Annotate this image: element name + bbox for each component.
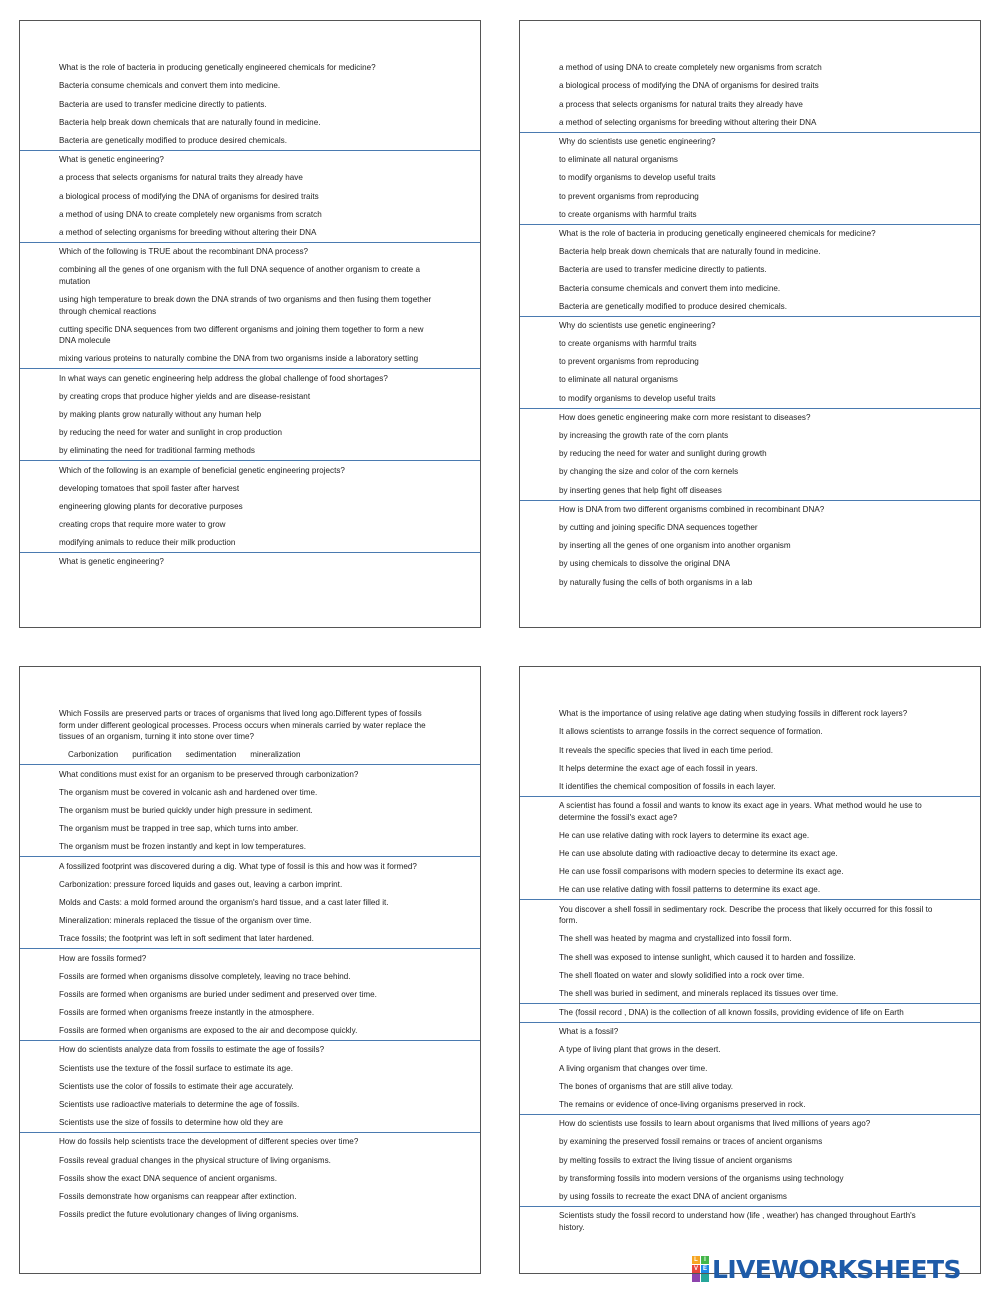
answer-option[interactable]: a method of using DNA to create completely new organisms from scratch (59, 209, 322, 219)
question-block (20, 705, 480, 764)
answer-option[interactable]: The bones of organisms that are still alive today. (559, 1081, 734, 1091)
question-text: What conditions must exist for an organism to be preserved through carbonization? (59, 769, 359, 779)
question-text: What is a fossil? (559, 1027, 619, 1037)
question-text: A fossilized footprint was discovered during a dig. What type of fossil is this and how was it formed? (59, 861, 417, 871)
answer-option[interactable]: It identifies the chemical composition of fossils in each layer. (559, 782, 776, 792)
question-text: How do scientists analyze data from fossils to estimate the age of fossils? (59, 1045, 325, 1055)
answer-option[interactable]: to eliminate all natural organisms (559, 155, 678, 165)
question-block (20, 59, 480, 150)
question-text: How do fossils help scientists trace the development of different species over time? (59, 1137, 359, 1147)
answer-option[interactable]: a process that selects organisms for natural traits they already have (559, 99, 803, 109)
answer-option[interactable]: a method of selecting organisms for breeding without altering their DNA (559, 117, 817, 127)
answer-option[interactable]: mixing various proteins to naturally combine the DNA from two organisms inside a laboratory setting (59, 354, 419, 364)
answer-option[interactable]: to create organisms with harmful traits (559, 209, 697, 219)
answer-option[interactable]: by examining the preserved fossil remains or traces of ancient organisms (559, 1137, 823, 1147)
question-text: The (fossil record , DNA) is the collection of all known fossils, providing evidence of life on Earth (559, 1008, 904, 1018)
question-text: Why do scientists use genetic engineering? (559, 137, 716, 147)
answer-option[interactable]: The shell floated on water and slowly solidified into a rock over time. (559, 970, 805, 980)
answer-option[interactable]: It helps determine the exact age of each fossil in years. (559, 763, 758, 773)
answer-option[interactable]: Carbonization: pressure forced liquids and gases out, leaving a carbon imprint. (59, 879, 343, 889)
logo-square (692, 1274, 700, 1282)
answer-option[interactable]: He can use absolute dating with radioactive decay to determine its exact age. (559, 849, 838, 859)
answer-option[interactable]: Bacteria are used to transfer medicine directly to patients. (559, 265, 767, 275)
question-block (520, 224, 980, 316)
answer-option[interactable]: by reducing the need for water and sunlight during growth (559, 449, 767, 459)
logo-icon (692, 1256, 709, 1282)
answer-option[interactable]: cutting specific DNA sequences from two different organisms and joining them together to form a new DNA molecule (59, 324, 424, 346)
answer-option[interactable]: It reveals the specific species that lived in each time period. (559, 745, 774, 755)
answer-option[interactable]: Bacteria consume chemicals and convert them into medicine. (59, 81, 281, 91)
answer-option[interactable]: It allows scientists to arrange fossils in the correct sequence of formation. (559, 727, 823, 737)
question-block (520, 132, 980, 224)
answer-option[interactable]: to prevent organisms from reproducing (559, 191, 699, 201)
answer-option[interactable]: The remains or evidence of once-living organisms preserved in rock. (559, 1100, 806, 1110)
answer-option[interactable]: a process that selects organisms for natural traits they already have (59, 173, 303, 183)
question-block (520, 408, 980, 500)
answer-option[interactable]: to create organisms with harmful traits (559, 339, 697, 349)
answer-option[interactable]: by reducing the need for water and sunlight in crop production (59, 428, 283, 438)
answer-option[interactable]: a biological process of modifying the DNA of organisms for desired traits (59, 191, 319, 201)
answer-option[interactable]: Scientists use the size of fossils to determine how old they are (59, 1118, 283, 1128)
answer-option[interactable]: by cutting and joining specific DNA sequences together (559, 522, 758, 532)
answer-option[interactable]: The shell was heated by magma and crystallized into fossil form. (559, 934, 792, 944)
answer-option[interactable]: by eliminating the need for traditional farming methods (59, 446, 255, 456)
question-block (20, 948, 480, 1040)
answer-option[interactable]: Fossils show the exact DNA sequence of ancient organisms. (59, 1173, 277, 1183)
answer-option[interactable]: modifying animals to reduce their milk production (59, 538, 236, 548)
question-block (20, 1040, 480, 1132)
answer-option[interactable]: The organism must be covered in volcanic ash and hardened over time. (59, 787, 318, 797)
question-block (20, 856, 480, 948)
answer-option[interactable]: Scientists use the texture of the fossil surface to estimate its age. (59, 1063, 293, 1073)
answer-option[interactable]: mineralization (250, 750, 301, 760)
question-block (520, 500, 980, 592)
logo-text: LIVEWORKSHEETS (712, 1254, 961, 1284)
answer-option[interactable]: by inserting genes that help fight off diseases (559, 485, 722, 495)
answer-option[interactable]: to modify organisms to develop useful traits (559, 393, 716, 403)
answer-option[interactable]: by increasing the growth rate of the corn plants (559, 431, 729, 441)
answer-option[interactable]: by using chemicals to dissolve the original DNA (559, 559, 730, 569)
answer-option[interactable]: using high temperature to break down the DNA strands of two organisms and then fusing them together through chemical reactions (59, 295, 432, 316)
answer-option[interactable]: Fossils are formed when organisms dissolve completely, leaving no trace behind. (59, 971, 351, 981)
answer-option[interactable]: Mineralization: minerals replaced the tissue of the organism over time. (59, 916, 312, 926)
question-block (520, 796, 980, 899)
answer-option[interactable]: He can use fossil comparisons with modern species to determine its exact age. (559, 867, 844, 877)
logo-square: V (693, 1266, 698, 1272)
logo-square: E (702, 1266, 707, 1272)
answer-option[interactable]: Bacteria consume chemicals and convert them into medicine. (559, 283, 781, 293)
answer-option[interactable]: creating crops that require more water to grow (59, 520, 226, 530)
question-text: How are fossils formed? (59, 953, 147, 963)
answer-option[interactable]: Fossils reveal gradual changes in the physical structure of living organisms. (59, 1155, 331, 1165)
answer-option[interactable]: by changing the size and color of the corn kernels (559, 467, 739, 477)
answer-option[interactable]: A living organism that changes over time. (559, 1063, 708, 1073)
answer-option[interactable]: Trace fossils; the footprint was left in soft sediment that later hardened. (59, 934, 314, 944)
answer-option[interactable]: Scientists use radioactive materials to determine the age of fossils. (59, 1100, 300, 1110)
answer-option[interactable]: Fossils demonstrate how organisms can reappear after extinction. (59, 1191, 297, 1201)
question-block (20, 764, 480, 856)
question-text: What is genetic engineering? (59, 155, 164, 165)
logo-square (701, 1274, 709, 1282)
question-text: What is the role of bacteria in producing genetically engineered chemicals for medicine? (59, 63, 376, 73)
page-content (520, 59, 980, 591)
answer-option[interactable]: The shell was exposed to intense sunlight, which caused it to harden and fossilize. (559, 952, 856, 962)
worksheet-page-fossils-1 (19, 666, 481, 1274)
answer-option[interactable]: by creating crops that produce higher yields and are disease-resistant (59, 391, 311, 401)
question-block (20, 242, 480, 368)
question-text: Scientists study the fossil record to understand how (life , weather) has changed throughout Earth's history. (559, 1211, 916, 1232)
answer-option[interactable]: He can use relative dating with fossil patterns to determine its exact age. (559, 885, 821, 895)
question-text: In what ways can genetic engineering help address the global challenge of food shortages? (59, 373, 388, 383)
answer-option[interactable]: to prevent organisms from reproducing (559, 357, 699, 367)
answer-option[interactable]: by using fossils to recreate the exact DNA of ancient organisms (559, 1191, 787, 1201)
answer-option[interactable]: a biological process of modifying the DNA of organisms for desired traits (559, 81, 819, 91)
logo-square: L (692, 1256, 700, 1264)
question-block (520, 316, 980, 408)
question-block (20, 150, 480, 242)
answer-option[interactable]: A type of living plant that grows in the desert. (559, 1045, 721, 1055)
answer-option[interactable]: Fossils are formed when organisms are exposed to the air and decompose quickly. (59, 1026, 358, 1036)
question-text: Which Fossils are preserved parts or traces of organisms that lived long ago.Different types of fossils form under different geological processes. Process occurs when minerals carried by water replace the tissues of an organism, turning it into stone over time? (59, 709, 426, 742)
question-block (520, 899, 980, 1002)
answer-option[interactable]: Scientists use the color of fossils to estimate their age accurately. (59, 1081, 294, 1091)
answer-option[interactable]: purification (132, 750, 172, 760)
question-text: Why do scientists use genetic engineering? (559, 320, 716, 330)
answer-option[interactable]: Bacteria help break down chemicals that are naturally found in medicine. (59, 117, 321, 127)
answer-option[interactable]: He can use relative dating with rock layers to determine its exact age. (559, 830, 810, 840)
inline-options-row (20, 746, 480, 764)
answer-option[interactable]: by melting fossils to extract the living tissue of ancient organisms (559, 1155, 793, 1165)
question-text: What is the importance of using relative age dating when studying fossils in different rock layers? (559, 709, 908, 719)
question-text: What is the role of bacteria in producing genetically engineered chemicals for medicine? (559, 228, 876, 238)
answer-option[interactable]: Bacteria help break down chemicals that are naturally found in medicine. (559, 247, 821, 257)
answer-option[interactable]: The organism must be buried quickly under high pressure in sediment. (59, 806, 313, 816)
answer-option[interactable]: to eliminate all natural organisms (559, 375, 678, 385)
question-block (520, 1114, 980, 1206)
question-text: How is DNA from two different organisms combined in recombinant DNA? (559, 504, 825, 514)
answer-option[interactable]: sedimentation (185, 750, 237, 760)
answer-option[interactable]: The organism must be trapped in tree sap, which turns into amber. (59, 824, 299, 834)
answer-option[interactable]: Fossils are formed when organisms freeze instantly in the atmosphere. (59, 1008, 315, 1018)
answer-option[interactable]: Molds and Casts: a mold formed around the organism's hard tissue, and a cast later filled it. (59, 897, 389, 907)
logo-square: I (701, 1256, 709, 1264)
question-text: How do scientists use fossils to learn about organisms that lived millions of years ago? (559, 1119, 871, 1129)
question-text: What is genetic engineering? (59, 557, 164, 567)
question-block (520, 1206, 980, 1237)
answer-option[interactable]: Carbonization (68, 750, 119, 760)
question-block (520, 59, 980, 132)
answer-option[interactable]: The shell was buried in sediment, and minerals replaced its tissues over time. (559, 988, 839, 998)
worksheet-page-genetics-2 (519, 20, 981, 628)
answer-option[interactable]: by transforming fossils into modern versions of the organisms using technology (559, 1173, 844, 1183)
question-block (520, 1022, 980, 1114)
question-text: A scientist has found a fossil and wants to know its exact age in years. What method would he use to determine the fossil's exact age? (559, 801, 922, 822)
question-block (20, 1132, 480, 1224)
answer-option[interactable]: by naturally fusing the cells of both organisms in a lab (559, 577, 753, 587)
answer-option[interactable]: a method of selecting organisms for breeding without altering their DNA (59, 227, 317, 237)
answer-option[interactable]: Bacteria are used to transfer medicine directly to patients. (59, 99, 267, 109)
question-text: How does genetic engineering make corn more resistant to diseases? (559, 412, 811, 422)
answer-option[interactable]: to modify organisms to develop useful traits (559, 173, 716, 183)
answer-option[interactable]: Bacteria are genetically modified to produce desired chemicals. (59, 136, 288, 146)
answer-option[interactable]: by making plants grow naturally without any human help (59, 409, 262, 419)
page-content (20, 705, 480, 1224)
liveworksheets-logo (692, 1256, 988, 1282)
worksheet-page-fossils-2 (519, 666, 981, 1274)
question-text: Which of the following is TRUE about the recombinant DNA process? (59, 247, 309, 257)
question-text: Which of the following is an example of beneficial genetic engineering projects? (59, 465, 345, 475)
answer-option[interactable]: developing tomatoes that spoil faster after harvest (59, 483, 240, 493)
question-text: a method of using DNA to create completely new organisms from scratch (559, 63, 822, 73)
question-block (20, 552, 480, 571)
answer-option[interactable]: engineering glowing plants for decorative purposes (59, 501, 243, 511)
question-text: You discover a shell fossil in sedimentary rock. Describe the process that likely occurred for this fossil to form. (559, 904, 933, 926)
answer-option[interactable]: Fossils are formed when organisms are buried under sediment and preserved over time. (59, 989, 377, 999)
answer-option[interactable]: combining all the genes of one organism with the full DNA sequence of another organism to create a mutation (59, 265, 420, 286)
page-content (520, 705, 980, 1237)
worksheet-page-genetics-1 (19, 20, 481, 628)
answer-option[interactable]: Fossils predict the future evolutionary changes of living organisms. (59, 1210, 299, 1220)
answer-option[interactable]: by inserting all the genes of one organism into another organism (559, 541, 791, 551)
question-block (20, 368, 480, 460)
question-block (20, 460, 480, 552)
answer-option[interactable]: Bacteria are genetically modified to produce desired chemicals. (559, 301, 788, 311)
answer-option[interactable]: The organism must be frozen instantly and kept in low temperatures. (59, 842, 306, 852)
question-block (520, 705, 980, 796)
page-content (20, 59, 480, 571)
question-block (520, 1003, 980, 1022)
